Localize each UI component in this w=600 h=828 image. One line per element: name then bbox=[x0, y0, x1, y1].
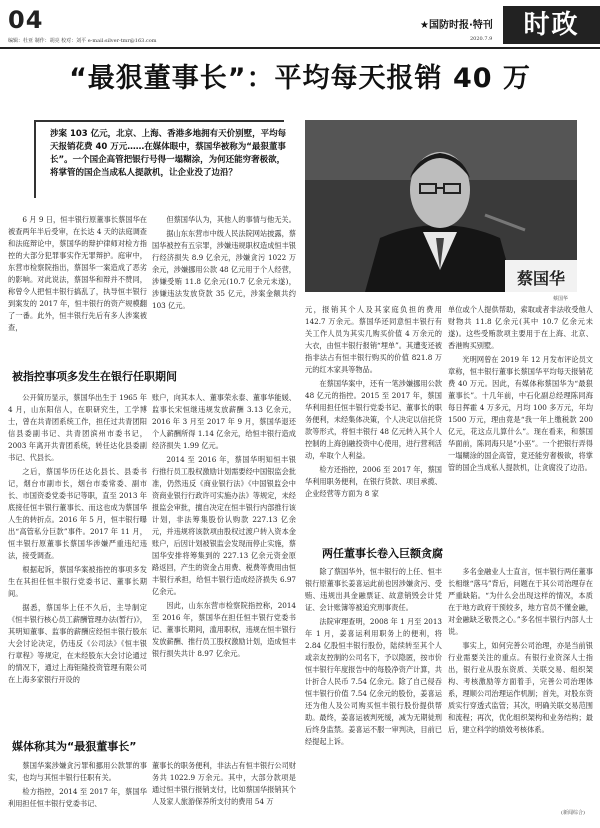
paragraph: 但蔡国华认为，其他人的事情与他无关。 bbox=[166, 215, 296, 224]
lead-paragraph: 涉案 103 亿元，北京、上海、香港多地拥有天价别墅，平均每天报销花费 40 万元……在媒体眼中，蔡国华被称为“最狠董事长”。一个国企高管把银行号得一塌糊涂，为何还能穷奢极欲，将掌管的国企当成私人提款机，让企业没了边沿？ bbox=[50, 129, 287, 178]
header-rule bbox=[0, 47, 600, 49]
paragraph: 公开简历显示，蔡国华出生于 1965 年 4 月，山东阳信人，在职研究生，工学博士，曾在共青团系统工作，担任过共青团阳信县委副书记、共青团滨州市委书记，2003 年离开共青团系统，转任达化县委副书记、代县长。 bbox=[8, 393, 147, 462]
article-col1-top bbox=[8, 214, 147, 336]
paragraph: 据山东东营市中级人民法院网站披露，蔡国华被控有五宗罪，涉嫌违规职权造成恒丰银行经济损失 8.9 亿余元，涉嫌贪污 1022 万余元，涉嫌挪用公款 48 亿元用于个人经营，涉嫌受贿 11.8 亿余元(10.7 亿余元未遂)，涉嫌违法发放贷款 35 亿元，涉案金额共约 103 亿元。 bbox=[152, 229, 296, 310]
portrait-illustration bbox=[305, 120, 577, 292]
placard-text: 蔡国华 bbox=[516, 269, 566, 288]
article-col1-bot bbox=[8, 760, 147, 812]
paragraph: 检方还指控，2006 至 2017 年，蔡国华利用职务便利，在银行贷款、项目承揽、企业经营等方面为 8 家 bbox=[305, 465, 442, 498]
column-banner: 时政 bbox=[503, 6, 600, 44]
subheading-3: 两任董事长卷入巨额贪腐 bbox=[322, 547, 443, 560]
article-col3-b bbox=[305, 566, 442, 750]
article-col2-top bbox=[152, 214, 296, 314]
paragraph: 因此，山东东营市检察院指控称，2014 至 2016 年，蔡国华在担任恒丰银行党委书记、董事长期间，滥用职权，违规在恒丰银行发放薪酬、推行员工股权激励计划，造成恒丰银行损失共计 8.97 亿余元。 bbox=[152, 601, 296, 658]
article-col2-mid bbox=[152, 392, 296, 662]
paragraph: 账户，向其本人、董事荣永泰、董事华能媛、监事长宋恒继违规发放薪酬 3.13 亿余元，2016 年 3 月至 2017 年 9 月，蔡国华退还个人薪酬所得 1.14 亿余元，给恒丰银行造成经济损失 1.99 亿元。 bbox=[152, 393, 296, 450]
subheading-2: 媒体称其为“最狠董事长” bbox=[12, 740, 137, 753]
paragraph: 2014 至 2016 年，蔡国华明知恒丰银行推行员工股权激励计划需要经中国银监会批准，仍然违反《商业银行法》《中国银监会中资商业银行行政许可实施办法》等规定，未经报监会审批，擅自决定在恒丰银行内部推行该计划，非法筹集股份认购款 227.13 亿余元，并违规将该款项由股权过渡户转入资本金账户，后因计划被银监会发现而停止实施，蔡国华安排将筹集到的 227.13 亿余元资金原路返回，产生的资金占用费、税费等费用由恒丰银行承担，给恒丰银行造成经济损失 6.97 亿余元。 bbox=[152, 455, 296, 596]
article-col4-a bbox=[448, 304, 593, 476]
article-col2-bot bbox=[152, 760, 296, 810]
paragraph: 在蔡国华案中，还有一笔涉嫌挪用公款 48 亿元的指控。2015 至 2017 年，蔡国华利用担任恒丰银行党委书记、董事长的职务便利，未经集体决策，个人决定以信托贷款等形式，将恒丰银行 48 亿元转入其个人控制的上海创融投资中心使用，进行营利活动，牟取个人利益。 bbox=[305, 379, 442, 460]
issue-date: 2020.7.9 bbox=[470, 36, 493, 42]
article-col3-a bbox=[305, 304, 442, 502]
paragraph: 根据起诉，蔡国华案被指控的事项多发生在其担任恒丰银行党委书记、董事长期间。 bbox=[8, 565, 147, 598]
headline: “最狠董事长”：平均每天报销 40 万 bbox=[69, 63, 531, 94]
article-col1-mid bbox=[8, 392, 147, 688]
article-col4-b bbox=[448, 566, 593, 738]
paragraph: 多名金融业人士直言，恒丰银行两任董事长相继“落马”背后，问题在于其公司治理存在严重缺陷。“为什么会出现这样的情况，本质在于地方政府干预较多，地方官员不懂金融，对金融缺乏敬畏之心。”多名恒丰银行内部人士说。 bbox=[448, 567, 593, 636]
page-header bbox=[0, 0, 600, 48]
paragraph: 法院审理查明，2008 年 1 月至 2013 年 1 月，姜喜运利用职务上的便利，将 2.84 亿股恒丰银行股份，陆续转至其个人或亲友控制的公司名下，予以隐匿，按市价恒丰银行年度报告中的每股净资产计算，共计折合人民币 7.54 亿余元。除了自己侵吞恒丰银行价值 7.54 亿余元的股份，姜喜运还为他人及公司购买恒丰银行股份提供帮助。最终，姜喜运被判死缓，减为无期徒刑后终身监禁。姜喜运不服一审判决，目前已经提起上诉。 bbox=[305, 617, 442, 746]
paragraph: 单位或个人提供帮助，索取或者非法收受他人财物共 11.8 亿余元(其中 10.7 亿余元未遂)。这些受贿款项主要用于在上海、北京、香港购买别墅。 bbox=[448, 305, 593, 350]
page-number: 04 bbox=[8, 6, 44, 34]
lead-frame-left bbox=[34, 120, 36, 198]
paragraph: 除了蔡国华外，恒丰银行的上任、恒丰银行原董事长姜喜运此前也因涉嫌贪污、受贿、违规出具金融票证、故意销毁会计凭证、会计账簿等被追究刑事责任。 bbox=[305, 567, 442, 612]
subheading-1: 被指控事项多发生在银行任职期间 bbox=[12, 370, 177, 383]
paragraph: 元，报销其个人及其家庭负担的费用 142.7 万余元。蔡国华还同意恒丰银行有关工作人员为其实几购买价值 4 万余元的大衣，由恒丰银行报销“埋单”。其遭变还被指非法占有恒丰银行购买的价值 821.8 万元的红木家具等物品。 bbox=[305, 305, 442, 374]
lead-frame-top bbox=[34, 120, 284, 122]
portrait-photo bbox=[305, 120, 577, 292]
paragraph: 6 月 9 日，恒丰银行原董事长蔡国华在被查两年半后受审，在长达 4 天的法庭调查和法庭辩论中，蔡国华的辩护律师对检方指控的大部分犯罪事实作无罪辩护。庭审中，东营市检察院指出，蔡国华一案造成了恶劣的影响。对此说法，蔡国华和辩并不赞同，称曾令人把恒丰银行搞乱了，执导恒丰银行到案发的 2017 年，恒丰银行的资产规模翻了一番。此外，恒丰银行先后有多人涉案被查， bbox=[8, 215, 147, 332]
paragraph: 事实上，如何完善公司治理，亦是当前银行业需要关注的重点。有银行业资深人士指出，银行业从股东资质、关联交易、组织架构、考核激励等方面着手，完善公司治理体系，理顺公司治理运作机制；首先，对股东资质实行穿透式监管；其次，明确关联交易范围和流程；再次，优化组织架构和业务结构；最后，建立科学的绩效考核体系。 bbox=[448, 641, 593, 734]
paragraph: 光明网曾在 2019 年 12 月发布评论员文章称，恒丰银行董事长蔡国华平均每天报销花费 40 万元。因此，有媒体称蔡国华为“最狠董事长”。十几年前，中石化副总经理陈同海每日挥霍 4 万多元，月均 100 多万元，年均 1500 万元，理由竟是“我一年上缴税款 200 亿元，花这点儿算什么”。现在看来，和蔡国华面前，陈同海只是“小巫”。一个把银行弄得一塌糊涂的国企高管，竟还能穷奢极欲，将掌管的国企当成私人提款机，让贪腐没了边沿。 bbox=[448, 355, 593, 472]
paragraph: 检方指控，2014 至 2017 年，蔡国华利用担任恒丰银行党委书记、 bbox=[8, 787, 147, 808]
paragraph: 董事长的职务便利，非法占有恒丰银行公司财务共 1022.9 万余元。其中，大部分款项是通过恒丰银行报销支付，比如蔡国华报销其个人及家人旅游保养所支付的费用 54 万 bbox=[152, 761, 296, 806]
editor-credits: 编辑：杜亚 制作：胡亮 校对：刘平 e-mail:silver-tmr@163.com bbox=[8, 38, 157, 44]
paragraph: 据悉，蔡国华上任不久后，主导制定《恒丰银行核心员工薪酬管理办法(暂行)》，其明知董事、监事的薪酬应经恒丰银行股东大会讨论决定，仍违反《公司法》《恒丰银行章程》等规定，在未经股东大会讨论通过的情况下，通过上海钜隆投资管理有限公司在上海多家银行开设的 bbox=[8, 603, 147, 684]
paragraph: 之后，蔡国华历任达化县长、县委书记，烟台市副市长，烟台市委常委、副市长、市国资委党委书记等职，直至 2013 年底接任恒丰银行董事长、而这也成为蔡国华人生的转折点。2016 年 5 月，恒丰银行曝出“高管私分巨款”事件。2017 年 11 月，恒丰银行原董事长蔡国华涉嫌严重违纪违法，接受调查。 bbox=[8, 467, 147, 560]
section-label: ★国防时报·特刊 bbox=[420, 20, 493, 31]
paragraph: 蔡国华案涉嫌贪污罪和挪用公款罪的事实，也均与其恒丰银行任职有关。 bbox=[8, 761, 147, 782]
photo-caption: 蔡国华 bbox=[553, 296, 569, 302]
end-note: (新闻综合) bbox=[561, 810, 585, 816]
